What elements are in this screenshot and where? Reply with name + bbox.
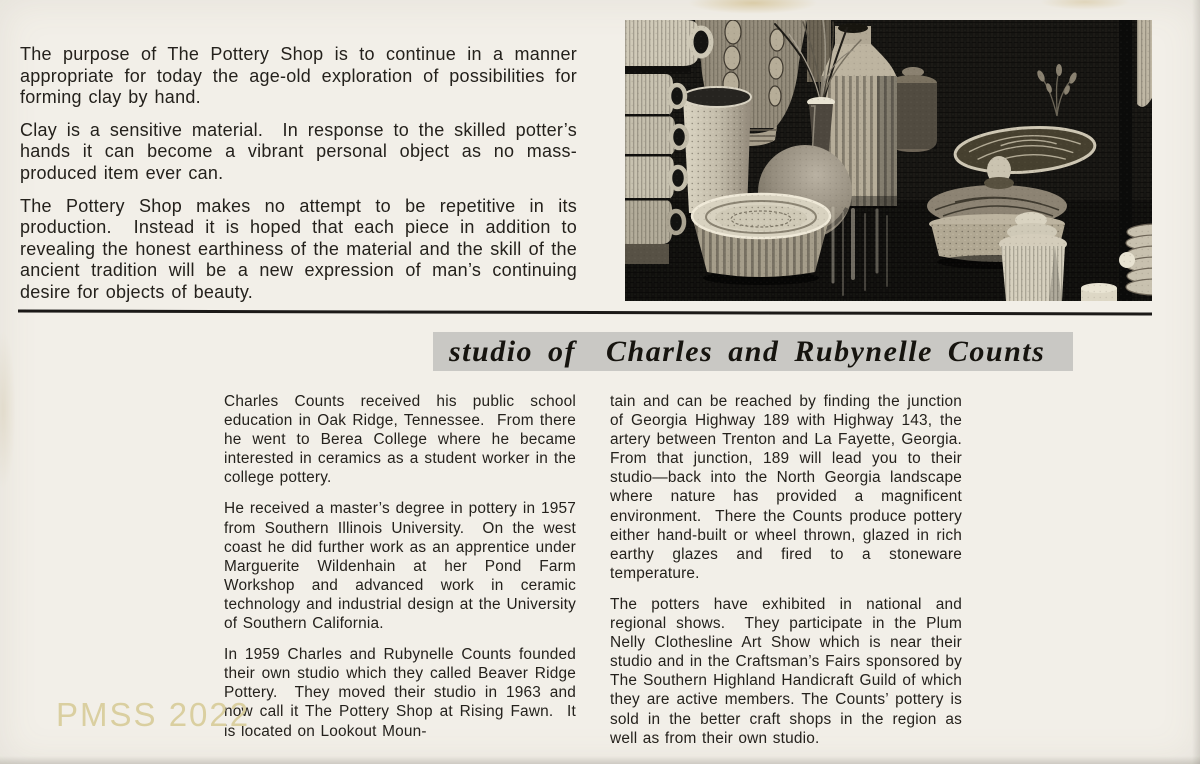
left-column <box>224 392 582 760</box>
body-paragraph: tain and can be reached by finding the junction of Georgia Highway 189 with Highway 143, the artery between Trenton and La Fayette, Georgia. From that junction, 189 will lead you to their studio—back into the North Georgia landscape where nature has provided a magnificent environment. There the Counts produce pottery either hand-built or wheel thrown, glazed in rich earthy glazes and fired to a stoneware temperature. <box>610 393 973 582</box>
horizontal-rule <box>18 310 1152 316</box>
paper-stain <box>1040 0 1130 10</box>
watermark: PMSS 2022 <box>56 696 251 733</box>
paper-stain <box>0 330 16 490</box>
body-paragraph: Charles Counts received his public school education in Oak Ridge, Tennessee. From there he went to Berea College where he became interested in ceramics as a student worker in the college pottery. <box>224 393 582 487</box>
intro-paragraph: The Pottery Shop makes no attempt to be repetitive in its production. Instead it is hoped that each piece in addition to revealing the honest earthiness of the material and the skill of the ancient tradition will be a new expression of man’s continuing desire for objects of beauty. <box>20 195 584 302</box>
intro-text-block <box>20 44 584 315</box>
section-heading-text: studio of Charles and Rubynelle Counts <box>449 334 1046 368</box>
scan-edge <box>0 756 1200 764</box>
body-paragraph: He received a master’s degree in pottery in 1957 from Southern Illinois University. On the west coast he did further work as an apprentice under Marguerite Wildenhain at her Pond Farm Workshop and advanced work in ceramic technology and industrial design at the University of Southern California. <box>224 500 582 633</box>
body-paragraph: In 1959 Charles and Rubynelle Counts founded their own studio which they called Beaver Ridge Pottery. They moved their studio in 1963 and now call it The Pottery Shop at Rising Fawn. It is located on Lookout Moun- <box>224 646 582 740</box>
pottery-photograph <box>625 20 1152 301</box>
pottery-photo-illustration <box>625 20 1152 301</box>
intro-paragraph: Clay is a sensitive material. In response to the skilled potter’s hands it can become a vibrant personal object as no mass-produced item ever can. <box>20 119 584 183</box>
scan-edge <box>1192 0 1200 764</box>
section-heading-bar <box>433 332 1073 371</box>
body-paragraph: The potters have exhibited in national and regional shows. They participate in the Plum Nelly Clothesline Art Show which is near their studio and in the Craftsman’s Fairs sponsored by The Southern Highland Handicraft Guild of which they are active members. The Counts’ pottery is sold in the better craft shops in the region as well as from their own studio. <box>610 595 968 747</box>
right-column <box>610 392 973 760</box>
paper-stain <box>688 0 818 14</box>
intro-paragraph: The purpose of The Pottery Shop is to continue in a manner appropriate for today the age-old exploration of possibilities for forming clay by hand. <box>20 44 584 108</box>
two-column-body <box>224 392 973 760</box>
